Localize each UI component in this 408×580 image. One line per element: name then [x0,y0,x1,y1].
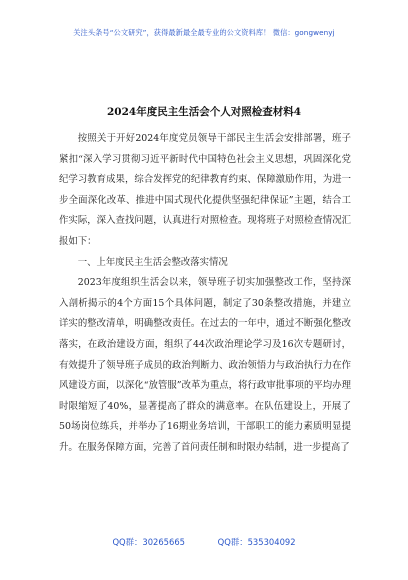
header-promo-note: 关注头条号“公文研究”，获得最新最全最专业的公文资料库！ 微信：gongwenyj [73,28,335,37]
document-title: 2024年度民主生活会个人对照检查材料4 [106,106,302,118]
footer-qq-group-1: QQ群：30265665 [112,537,185,547]
body-paragraph-intro: 按照关于开好2024年度党员领导干部民主生活会安排部署，班子紧扣“深入学习贯彻习近平新时代中国特色社会主义思想，巩固深化党纪学习教育成果，综合发挥党的纪律教育约束、保障激励作用，为进一步全面深化改革、推进中国式现代化提供坚强纪律保证”主题，结合工作实际，深入查找问题，认真进行对照检查。现将班子对照检查情况汇报如下： [59,133,351,247]
footer-qq-group-2: QQ群：535304092 [217,537,296,547]
section-heading-1: 一、上年度民主生活会整改落实情况 [77,256,228,268]
document-body [59,129,351,459]
footer-contact [0,536,408,548]
body-paragraph-rectification: 2023年度组织生活会以来，领导班子切实加强整改工作，坚持深入剖析揭示的4个方面15个具体问题，制定了30条整改措施，并建立详实的整改清单，明确整改责任。在过去的一年中，通过不断强化整改落实，在政治建设方面，组织了44次政治理论学习及16次专题研讨，有效提升了领导班子成员的政治判断力、政治领悟力与政治执行力在作风建设方面，以深化“放管服”改革为重点，将行政审批事项的平均办理时限缩短了40%，显著提高了群众的满意率。在队伍建设上，开展了50场岗位练兵，并举办了16期业务培训，干部职工的能力素质明显提升。在服务保障方面，完善了首问责任制和时限办结制，进一步提高了 [59,277,351,453]
